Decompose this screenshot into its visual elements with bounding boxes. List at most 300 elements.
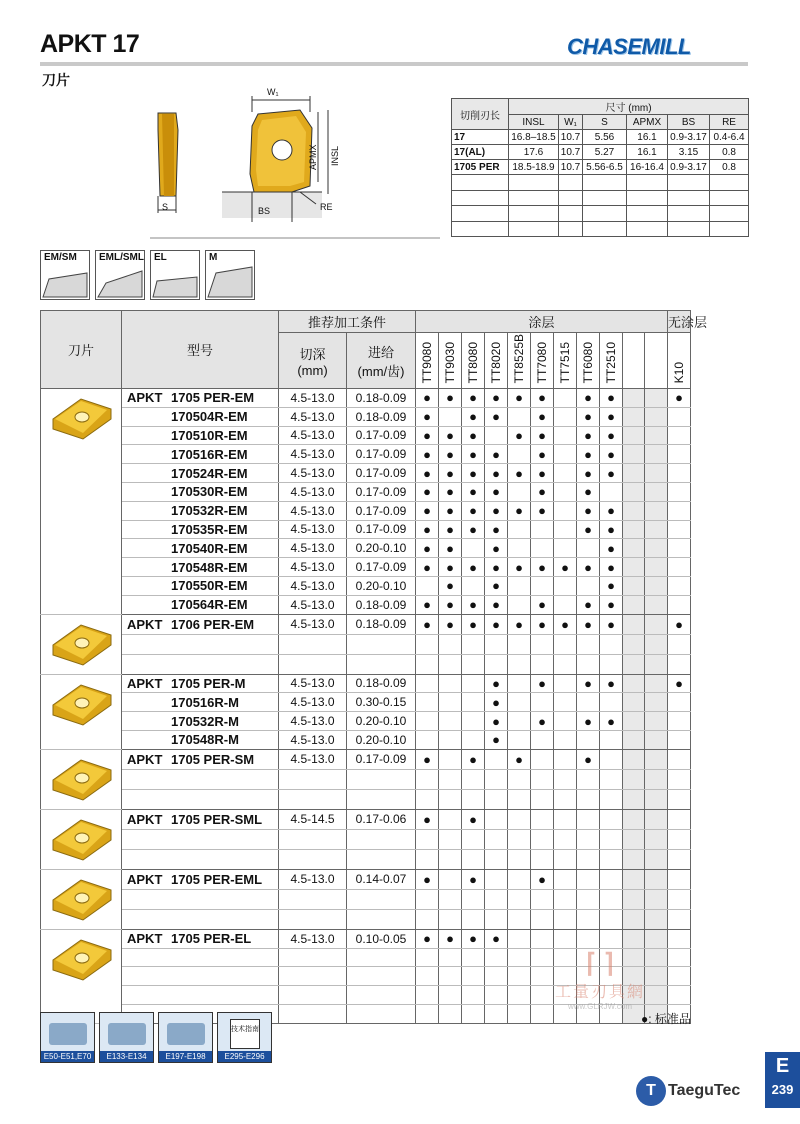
availability-cell	[668, 407, 691, 426]
availability-cell: ●	[462, 614, 485, 634]
availability-cell: ●	[439, 929, 462, 948]
availability-cell	[623, 426, 645, 445]
model-cell: 170548R-M	[122, 730, 279, 749]
model-cell: 170516R-M	[122, 693, 279, 712]
depth-cell	[279, 654, 347, 674]
reference-label: E50-E51,E70	[41, 1051, 94, 1062]
availability-cell	[623, 464, 645, 483]
reference-link[interactable]	[217, 1012, 272, 1063]
availability-cell: ●	[485, 693, 508, 712]
dims-cell: 0.9-3.17	[668, 160, 710, 175]
availability-cell: ●	[485, 929, 508, 948]
availability-cell	[531, 520, 554, 539]
availability-cell	[462, 889, 485, 909]
feed-cell	[347, 909, 416, 929]
feed-cell: 0.10-0.05	[347, 929, 416, 948]
availability-cell	[439, 909, 462, 929]
availability-cell	[531, 576, 554, 595]
availability-cell: ●	[577, 614, 600, 634]
depth-cell: 4.5-13.0	[279, 614, 347, 634]
dim-w1-label: W₁	[267, 87, 279, 97]
availability-cell	[600, 929, 623, 948]
insert-image-icon	[41, 810, 121, 866]
availability-cell	[600, 749, 623, 769]
availability-cell	[462, 829, 485, 849]
availability-cell	[554, 654, 577, 674]
availability-cell	[416, 634, 439, 654]
availability-cell	[668, 849, 691, 869]
table-row	[41, 889, 768, 909]
availability-cell: ●	[416, 614, 439, 634]
availability-cell	[600, 869, 623, 889]
dims-header-group: 尺寸 (mm)	[509, 99, 749, 115]
availability-cell	[508, 595, 531, 614]
dims-cell: 16.1	[627, 130, 668, 145]
availability-cell	[439, 849, 462, 869]
table-row	[41, 789, 768, 809]
depth-cell	[279, 849, 347, 869]
availability-cell: ●	[485, 464, 508, 483]
grade-header	[600, 333, 623, 389]
reference-link[interactable]	[40, 1012, 95, 1063]
availability-cell	[623, 634, 645, 654]
availability-cell	[645, 730, 668, 749]
dims-header-length: 切削刃长	[452, 99, 509, 130]
feed-cell: 0.17-0.09	[347, 749, 416, 769]
geometry-chip-label: EL	[154, 252, 167, 263]
geometry-chip	[95, 250, 145, 300]
model-cell: APKT 1705 PER-SML	[122, 809, 279, 829]
availability-cell	[623, 789, 645, 809]
reference-link[interactable]	[99, 1012, 154, 1063]
availability-cell	[668, 558, 691, 577]
col-depth-header: 切深 (mm)	[279, 333, 347, 389]
grade-header	[439, 333, 462, 389]
availability-cell	[531, 730, 554, 749]
availability-cell	[554, 576, 577, 595]
geometry-profile-icon	[41, 251, 89, 299]
model-cell	[122, 967, 279, 986]
availability-cell	[439, 693, 462, 712]
feed-cell	[347, 829, 416, 849]
availability-cell	[508, 829, 531, 849]
dims-row-name: 17(AL)	[452, 145, 509, 160]
availability-cell	[668, 445, 691, 464]
availability-cell: ●	[485, 520, 508, 539]
availability-cell: ●	[577, 426, 600, 445]
availability-cell	[531, 849, 554, 869]
col-uncoated-header: 无涂层	[668, 311, 691, 333]
availability-cell	[577, 889, 600, 909]
table-row	[41, 712, 768, 731]
availability-cell	[554, 769, 577, 789]
dims-col-header: S	[583, 115, 627, 130]
availability-cell	[531, 539, 554, 558]
availability-cell: ●	[531, 445, 554, 464]
availability-cell	[462, 769, 485, 789]
depth-cell	[279, 967, 347, 986]
feed-cell	[347, 948, 416, 967]
dims-col-header: W₁	[559, 115, 583, 130]
availability-cell	[485, 769, 508, 789]
availability-cell: ●	[462, 595, 485, 614]
availability-cell: ●	[416, 929, 439, 948]
model-cell: APKT 1705 PER-SM	[122, 749, 279, 769]
availability-cell: ●	[416, 595, 439, 614]
grade-label: TT7080	[535, 341, 550, 383]
availability-cell	[531, 889, 554, 909]
table-row	[41, 520, 768, 539]
availability-cell	[439, 674, 462, 693]
availability-cell	[485, 986, 508, 1005]
availability-cell	[577, 809, 600, 829]
availability-cell	[577, 634, 600, 654]
availability-cell: ●	[462, 809, 485, 829]
model-cell: 170532R-EM	[122, 501, 279, 520]
model-cell	[122, 948, 279, 967]
grade-header	[623, 333, 645, 389]
availability-cell	[668, 539, 691, 558]
availability-cell	[577, 869, 600, 889]
watermark-mark: ⌈ ⌉	[586, 948, 614, 978]
availability-cell: ●	[531, 712, 554, 731]
availability-cell	[439, 967, 462, 986]
availability-cell	[439, 986, 462, 1005]
dims-cell: 10.7	[559, 160, 583, 175]
availability-cell	[462, 986, 485, 1005]
feed-cell: 0.14-0.07	[347, 869, 416, 889]
dim-s-label: S	[162, 202, 169, 212]
feed-cell	[347, 889, 416, 909]
geometry-profile-icon	[151, 251, 199, 299]
feed-cell	[347, 967, 416, 986]
availability-cell	[668, 929, 691, 948]
availability-cell: ●	[485, 482, 508, 501]
availability-cell	[623, 769, 645, 789]
availability-cell	[668, 769, 691, 789]
availability-cell: ●	[485, 501, 508, 520]
availability-cell	[508, 730, 531, 749]
availability-cell: ●	[462, 445, 485, 464]
availability-cell: ●	[600, 576, 623, 595]
availability-cell: ●	[416, 464, 439, 483]
availability-cell: ●	[600, 464, 623, 483]
model-cell: APKT 1705 PER-EML	[122, 869, 279, 889]
availability-cell	[668, 595, 691, 614]
availability-cell	[554, 595, 577, 614]
model-cell: APKT 1705 PER-EM	[122, 389, 279, 408]
brand-logo: CHASEMILL	[567, 34, 691, 59]
depth-cell: 4.5-13.0	[279, 407, 347, 426]
availability-cell	[645, 595, 668, 614]
availability-cell	[531, 654, 554, 674]
grade-header	[577, 333, 600, 389]
availability-cell: ●	[600, 389, 623, 408]
availability-cell	[416, 769, 439, 789]
reference-link[interactable]	[158, 1012, 213, 1063]
availability-cell	[416, 986, 439, 1005]
availability-cell	[668, 869, 691, 889]
availability-cell: ●	[416, 445, 439, 464]
availability-cell	[531, 809, 554, 829]
availability-cell: ●	[462, 749, 485, 769]
availability-cell	[645, 809, 668, 829]
insert-image-icon	[41, 675, 121, 731]
availability-cell	[600, 634, 623, 654]
availability-cell: ●	[439, 426, 462, 445]
availability-cell	[668, 482, 691, 501]
availability-cell	[439, 749, 462, 769]
availability-cell	[485, 789, 508, 809]
dims-cell: 5.56	[583, 130, 627, 145]
availability-cell: ●	[531, 389, 554, 408]
availability-cell: ●	[508, 426, 531, 445]
table-row	[41, 769, 768, 789]
availability-cell: ●	[508, 558, 531, 577]
availability-cell	[531, 909, 554, 929]
availability-cell	[600, 889, 623, 909]
availability-cell	[462, 634, 485, 654]
availability-cell	[416, 849, 439, 869]
availability-cell	[645, 389, 668, 408]
availability-cell	[462, 789, 485, 809]
availability-cell	[554, 809, 577, 829]
table-row	[41, 929, 768, 948]
availability-cell	[623, 869, 645, 889]
dims-cell: 5.56-6.5	[583, 160, 627, 175]
availability-cell: ●	[600, 712, 623, 731]
availability-cell	[623, 389, 645, 408]
table-row	[41, 539, 768, 558]
availability-cell: ●	[577, 482, 600, 501]
availability-cell	[623, 654, 645, 674]
feed-cell	[347, 1004, 416, 1023]
feed-cell: 0.17-0.09	[347, 445, 416, 464]
availability-cell: ●	[416, 520, 439, 539]
availability-cell: ●	[485, 407, 508, 426]
table-row	[41, 614, 768, 634]
legend-standard: ●: 标准品	[641, 1012, 691, 1026]
table-row	[41, 849, 768, 869]
availability-cell	[554, 426, 577, 445]
availability-cell	[462, 1004, 485, 1023]
availability-cell: ●	[531, 674, 554, 693]
dims-empty-row	[452, 175, 749, 191]
availability-cell	[623, 558, 645, 577]
availability-cell	[485, 426, 508, 445]
dims-cell: 16-16.4	[627, 160, 668, 175]
availability-cell: ●	[600, 426, 623, 445]
availability-cell	[508, 712, 531, 731]
feed-cell: 0.17-0.09	[347, 558, 416, 577]
availability-cell: ●	[462, 929, 485, 948]
availability-cell	[645, 712, 668, 731]
grade-header	[645, 333, 668, 389]
depth-cell	[279, 986, 347, 1005]
availability-cell	[668, 634, 691, 654]
depth-cell: 4.5-13.0	[279, 595, 347, 614]
dims-cell: 0.8	[710, 145, 749, 160]
table-row	[41, 558, 768, 577]
availability-cell	[531, 634, 554, 654]
availability-cell	[577, 539, 600, 558]
table-row	[41, 674, 768, 693]
availability-cell	[439, 809, 462, 829]
availability-cell	[645, 909, 668, 929]
depth-cell	[279, 789, 347, 809]
model-cell: 170564R-EM	[122, 595, 279, 614]
availability-cell	[485, 634, 508, 654]
availability-cell: ●	[600, 445, 623, 464]
availability-cell	[508, 1004, 531, 1023]
availability-cell: ●	[485, 614, 508, 634]
availability-cell	[462, 674, 485, 693]
availability-cell	[439, 829, 462, 849]
availability-cell	[485, 1004, 508, 1023]
availability-cell	[554, 929, 577, 948]
availability-cell	[623, 693, 645, 712]
availability-cell	[600, 849, 623, 869]
availability-cell	[668, 948, 691, 967]
availability-cell	[416, 829, 439, 849]
table-row	[41, 501, 768, 520]
grade-label: TT8080	[466, 341, 481, 383]
depth-cell: 4.5-13.0	[279, 482, 347, 501]
availability-cell	[623, 674, 645, 693]
watermark	[540, 948, 660, 1011]
availability-cell	[554, 407, 577, 426]
availability-cell: ●	[439, 520, 462, 539]
insert-image-icon	[41, 615, 121, 671]
availability-cell	[508, 929, 531, 948]
availability-cell	[645, 769, 668, 789]
depth-cell: 4.5-13.0	[279, 929, 347, 948]
model-cell: 170510R-EM	[122, 426, 279, 445]
availability-cell	[668, 749, 691, 769]
dim-apmx-label: APMX	[308, 144, 318, 170]
dims-cell: 0.4-6.4	[710, 130, 749, 145]
model-cell: APKT 1706 PER-EM	[122, 614, 279, 634]
dim-insl-label: INSL	[330, 145, 340, 166]
availability-cell	[416, 889, 439, 909]
page-title: APKT 17	[40, 30, 140, 58]
availability-cell: ●	[485, 389, 508, 408]
geometry-chip-label: EML/SML	[99, 252, 144, 263]
availability-cell: ●	[416, 426, 439, 445]
availability-cell	[485, 909, 508, 929]
availability-cell	[439, 889, 462, 909]
table-row	[41, 869, 768, 889]
table-row	[41, 909, 768, 929]
availability-cell	[462, 849, 485, 869]
col-coated-header: 涂层	[416, 311, 668, 333]
table-row	[41, 426, 768, 445]
depth-cell	[279, 889, 347, 909]
dims-col-header: APMX	[627, 115, 668, 130]
availability-cell	[600, 693, 623, 712]
availability-cell	[623, 501, 645, 520]
availability-cell	[623, 730, 645, 749]
availability-cell: ●	[462, 464, 485, 483]
dims-row	[452, 145, 749, 160]
availability-cell: ●	[600, 520, 623, 539]
insert-image-icon	[41, 930, 121, 986]
depth-cell: 4.5-13.0	[279, 730, 347, 749]
dims-cell: 5.27	[583, 145, 627, 160]
feed-cell	[347, 986, 416, 1005]
availability-cell	[668, 809, 691, 829]
feed-cell	[347, 769, 416, 789]
availability-cell: ●	[577, 520, 600, 539]
availability-cell	[645, 501, 668, 520]
geometry-chip-label: EM/SM	[44, 252, 77, 263]
availability-cell	[508, 948, 531, 967]
dims-row	[452, 160, 749, 175]
availability-cell: ●	[531, 501, 554, 520]
availability-cell	[668, 967, 691, 986]
model-cell: 170524R-EM	[122, 464, 279, 483]
feed-cell: 0.20-0.10	[347, 730, 416, 749]
availability-cell: ●	[600, 501, 623, 520]
availability-cell	[668, 426, 691, 445]
availability-cell	[645, 829, 668, 849]
availability-cell	[508, 809, 531, 829]
depth-cell: 4.5-13.0	[279, 501, 347, 520]
col-blade-header: 刀片	[41, 311, 122, 389]
feed-cell	[347, 789, 416, 809]
availability-cell: ●	[439, 614, 462, 634]
depth-cell: 4.5-13.0	[279, 426, 347, 445]
geometry-profile-icon	[206, 251, 254, 299]
availability-cell	[554, 464, 577, 483]
availability-cell	[623, 445, 645, 464]
insert-photo	[41, 869, 122, 929]
insert-photo	[41, 614, 122, 674]
availability-cell: ●	[485, 595, 508, 614]
availability-cell: ●	[577, 558, 600, 577]
availability-cell	[645, 464, 668, 483]
depth-cell: 4.5-13.0	[279, 558, 347, 577]
availability-cell: ●	[508, 389, 531, 408]
dims-empty-row	[452, 221, 749, 237]
availability-cell: ●	[416, 558, 439, 577]
grade-header	[531, 333, 554, 389]
availability-cell	[577, 909, 600, 929]
availability-cell	[439, 869, 462, 889]
model-cell: APKT 1705 PER-M	[122, 674, 279, 693]
insert-photo	[41, 749, 122, 809]
availability-cell: ●	[508, 501, 531, 520]
availability-cell: ●	[531, 426, 554, 445]
availability-cell	[462, 539, 485, 558]
availability-cell: ●	[531, 614, 554, 634]
availability-cell	[645, 482, 668, 501]
availability-cell	[600, 789, 623, 809]
availability-cell	[645, 576, 668, 595]
depth-cell	[279, 769, 347, 789]
availability-cell	[623, 614, 645, 634]
model-cell	[122, 849, 279, 869]
feed-cell: 0.18-0.09	[347, 407, 416, 426]
table-row	[41, 634, 768, 654]
availability-cell: ●	[485, 730, 508, 749]
watermark-url: www.GLRJW.com	[567, 1002, 632, 1011]
availability-cell	[554, 749, 577, 769]
model-cell	[122, 654, 279, 674]
availability-cell: ●	[416, 539, 439, 558]
availability-cell: ●	[462, 558, 485, 577]
availability-cell	[668, 789, 691, 809]
